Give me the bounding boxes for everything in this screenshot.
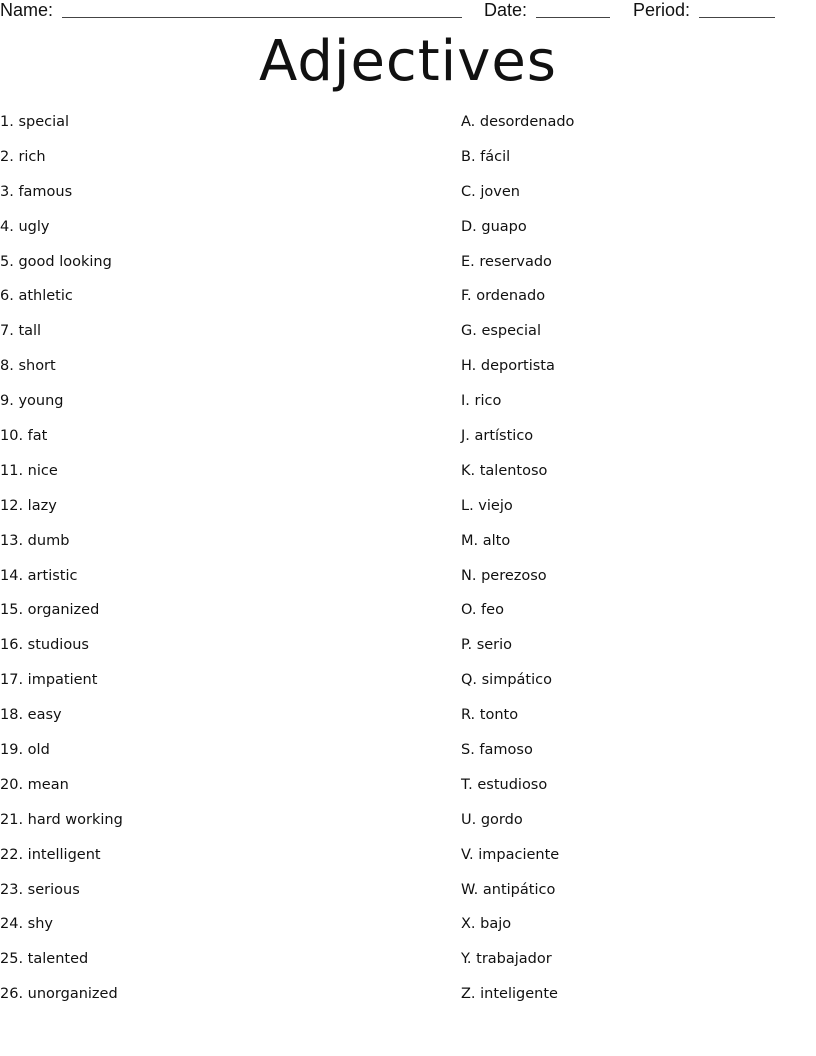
spanish-word-item: W. antipático	[461, 881, 556, 898]
english-word-item: 23. serious	[0, 881, 80, 898]
english-word-item: 16. studious	[0, 637, 89, 654]
spanish-word-item: X. bajo	[461, 916, 512, 933]
spanish-word-item: T. estudioso	[461, 776, 548, 793]
english-word-item: 9. young	[0, 393, 64, 410]
english-word-item: 6. athletic	[0, 288, 73, 305]
name-blank-line[interactable]	[62, 17, 462, 18]
english-word-item: 7. tall	[0, 323, 42, 340]
spanish-word-item: D. guapo	[461, 218, 527, 235]
spanish-word-list	[461, 112, 816, 1019]
spanish-word-item: K. talentoso	[461, 462, 548, 479]
spanish-word-item: B. fácil	[461, 148, 511, 165]
english-word-item: 5. good looking	[0, 253, 112, 270]
spanish-word-item: Q. simpático	[461, 672, 552, 689]
spanish-word-item: C. joven	[461, 183, 520, 200]
english-word-item: 1. special	[0, 114, 70, 130]
spanish-word-item: L. viejo	[461, 497, 513, 514]
spanish-word-item: M. alto	[461, 532, 511, 549]
spanish-word-item: U. gordo	[461, 811, 523, 828]
english-word-item: 19. old	[0, 742, 50, 759]
english-word-item: 21. hard working	[0, 811, 123, 828]
english-word-item: 26. unorganized	[0, 986, 118, 1003]
spanish-word-item: Z. inteligente	[461, 986, 558, 1003]
english-word-item: 4. ugly	[0, 218, 50, 235]
spanish-word-item: V. impaciente	[461, 846, 560, 863]
english-word-item: 8. short	[0, 358, 56, 375]
date-label: Date:	[484, 0, 528, 20]
date-blank-line[interactable]	[536, 17, 610, 18]
english-word-item: 17. impatient	[0, 672, 98, 689]
period-blank-line[interactable]	[699, 17, 775, 18]
spanish-word-item: O. feo	[461, 602, 504, 619]
english-word-item: 20. mean	[0, 776, 69, 793]
spanish-word-item: E. reservado	[461, 253, 552, 270]
english-word-item: 2. rich	[0, 148, 46, 165]
spanish-word-item: J. artístico	[461, 428, 534, 445]
english-word-item: 15. organized	[0, 602, 100, 619]
name-label: Name:	[0, 0, 54, 20]
english-word-item: 18. easy	[0, 707, 62, 724]
worksheet-header	[0, 0, 816, 24]
spanish-word-item: R. tonto	[461, 707, 519, 724]
spanish-word-item: N. perezoso	[461, 567, 547, 584]
english-word-item: 14. artistic	[0, 567, 78, 584]
spanish-word-item: P. serio	[461, 637, 513, 654]
english-word-item: 11. nice	[0, 462, 58, 479]
spanish-word-item: G. especial	[461, 323, 541, 340]
spanish-word-item: I. rico	[461, 393, 502, 410]
english-word-item: 13. dumb	[0, 532, 70, 549]
spanish-word-item: S. famoso	[461, 742, 533, 759]
english-word-list	[0, 112, 360, 1019]
english-word-item: 24. shy	[0, 916, 53, 933]
english-word-item: 12. lazy	[0, 497, 57, 514]
english-word-item: 10. fat	[0, 428, 48, 445]
english-word-item: 25. talented	[0, 951, 89, 968]
period-label: Period:	[633, 0, 691, 20]
spanish-word-item: Y. trabajador	[461, 951, 552, 968]
spanish-word-item: A. desordenado	[461, 114, 575, 130]
english-word-item: 22. intelligent	[0, 846, 101, 863]
english-word-item: 3. famous	[0, 183, 73, 200]
spanish-word-item: F. ordenado	[461, 288, 546, 305]
page-title: Adjectives	[259, 29, 557, 94]
spanish-word-item: H. deportista	[461, 358, 555, 375]
